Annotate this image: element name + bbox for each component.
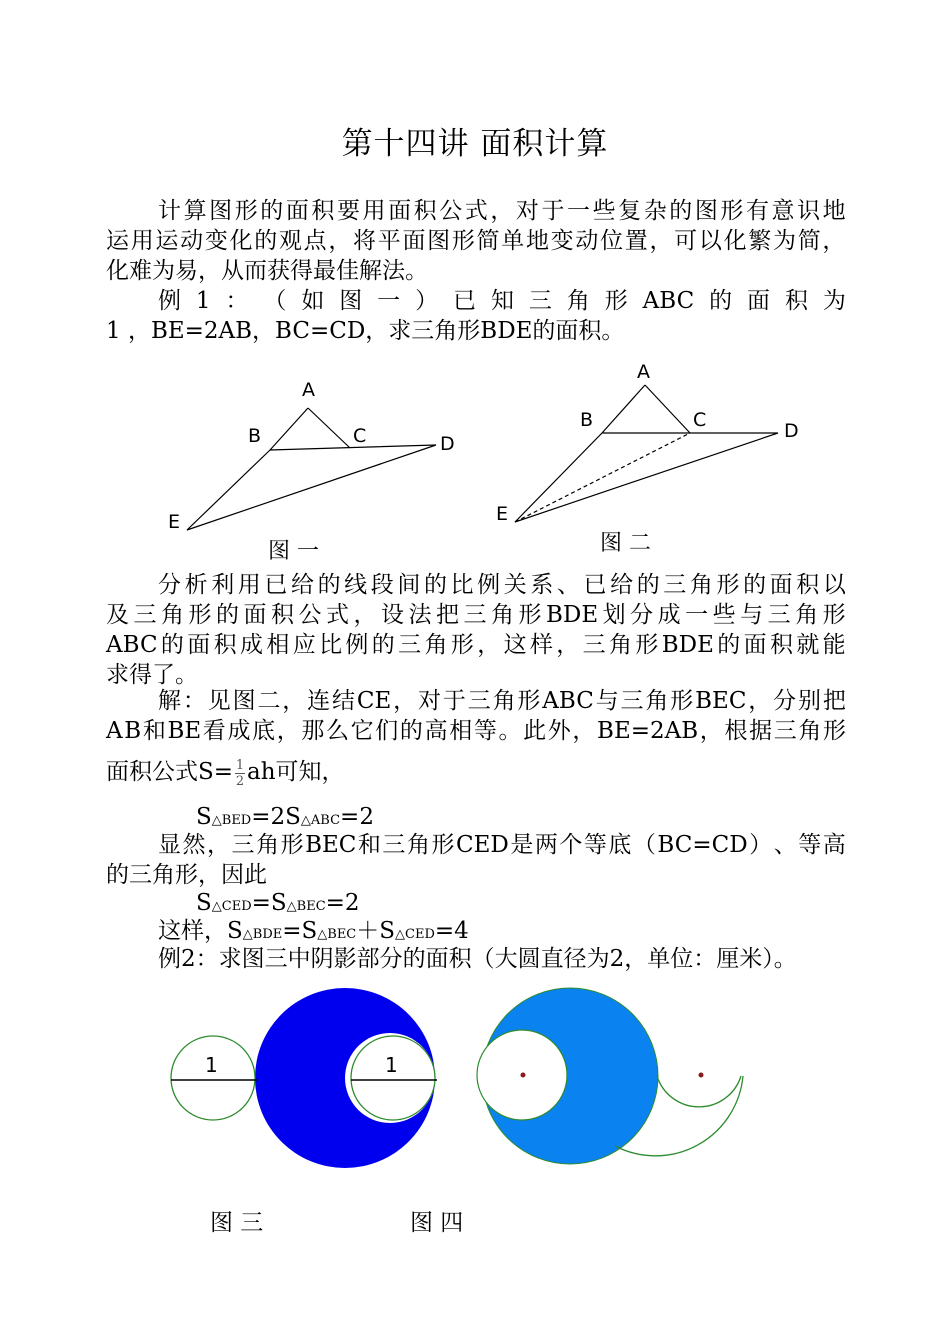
eq1-mid: =2S [251,804,301,830]
analysis-line-3: ABC 的 面 积 成 相 应 比 例 的 三 角 形 ， 这 样 ， 三 角 形 BDE 的 面 积 就 能 [106,632,846,658]
figure-1-label-c: C [353,425,367,447]
figure-3-shaded-region-lower [255,1078,435,1168]
example1-line-2: 1 ，BE=2AB，BC=CD，求三角形BDE的面积。 [106,318,625,344]
figure-4-center-dot-right [699,1073,704,1078]
example1-paragraph [106,286,846,346]
intro-line-1: 计 算 图 形 的 面 积 要 用 面 积 公 式 ， 对 于 一 些 复 杂 的 图 形 有 意 识 地 [158,198,846,224]
eq2-end: =2 [325,890,360,916]
example2-line: 例2：求图三中阴影部分的面积（大圆直径为2，单位：厘米）。 [158,946,797,972]
figure-4-circles [475,986,755,1176]
example1-word: ： [225,288,249,314]
example1-word: 例 [158,288,181,314]
solution-line-1: 解 ： 见 图 二 ， 连 结 CE ， 对 于 三 角 形 ABC 与 三 角 形 BEC ， 分 别 把 [158,688,846,714]
obvious-line-2: 的三角形，因此 [106,862,267,888]
figure-1-label-d: D [440,433,455,455]
figure-1-label-a: A [302,379,315,401]
example1-word: 角 [566,288,590,314]
figure-1-segment-ac [308,408,350,448]
analysis-line-4: 求得了。 [106,662,198,688]
eq3-sub-bde: △BDE [242,927,283,942]
solution-line-2: A B 和 BE 看 成 底 ， 那 么 它 们 的 高 相 等 。 此 外 ， BE=2AB ， 根 据 三 角 形 [106,718,846,744]
figure-1-label-b: B [248,425,262,447]
figure-1-label-e: E [168,511,181,533]
eq3-sub-bec: △BEC [317,927,357,942]
figure-2-segment-ce-dashed [515,433,690,522]
example1-word: 为 [822,288,846,314]
analysis-paragraph [106,570,846,690]
figure-4-center-dot-left [521,1073,526,1078]
intro-paragraph [106,196,846,286]
eq2-sub-bec: △BEC [286,899,326,914]
obvious-line-1: 显 然 ， 三 角 形 BEC 和 三 角 形 CED 是 两 个 等 底 （ BC=CD ） 、 等 高 [158,832,846,858]
example1-word: 积 [784,288,808,314]
eq1-sub-abc: △ABC [300,813,341,828]
example1-word: 一 [377,288,401,314]
fraction-one-half [235,758,245,789]
example1-word: 已 [453,288,477,314]
example1-word: 三 [528,288,552,314]
figure-3-small-circle-left [171,1036,255,1120]
solution-paragraph [106,686,846,746]
analysis-line-2: 及 三 角 形 的 面 积 公 式 ， 设 法 把 三 角 形 BDE 划 分 成 一 些 与 三 角 形 [106,602,846,628]
figure-4-caption: 图 四 [410,1210,464,1236]
example1-word: 的 [709,288,733,314]
example1-line-1 [106,286,846,316]
figure-3-caption: 图 三 [210,1210,264,1236]
intro-line-3: 化难为易，从而获得最佳解法。 [106,258,428,284]
figure-2-label-a: A [637,361,650,383]
intro-line-2: 运 用 运 动 变 化 的 观 点 ， 将 平 面 图 形 简 单 地 变 动 位 置 ， 可 以 化 繁 为 简 ， [106,228,846,254]
fraction-denominator: 2 [235,773,245,789]
figure-3-yinyang [165,990,455,1180]
eq1-end: =2 [340,804,374,830]
figure-2-label-b: B [580,409,594,431]
figure-3-small-circle-right [351,1036,435,1120]
figure-2-segment-ac [645,385,690,433]
example1-word: 面 [747,288,771,314]
example1-word: ABC [642,288,695,314]
figure-3-label-right: 1 [385,1053,398,1077]
figure-2-caption: 图 二 [600,531,651,556]
eq2-sub-ced: △CED [211,899,252,914]
eq3-mid1: =S [282,918,318,944]
eq2-mid: =S [251,890,287,916]
eq1-s: S [196,804,212,830]
example1-word: 1 [195,288,211,314]
eq3-end: =4 [434,918,469,944]
eq3-prefix: 这样，S [158,918,243,944]
figure-1-outline [187,408,436,530]
page-title: 第十四讲 面积计算 [341,126,609,162]
figure-2-triangle [490,350,810,550]
eq2-s: S [196,890,212,916]
example1-word: 如 [301,288,325,314]
figure-2-label-d: D [784,420,799,442]
figure-2-label-c: C [693,409,707,431]
formula-suffix: ah可知， [247,759,345,785]
formula-line [106,752,846,792]
figure-3-label-left: 1 [205,1053,218,1077]
analysis-line-1: 分 析 利 用 已 给 的 线 段 间 的 比 例 关 系 、 已 给 的 三 角 形 的 面 积 以 [158,572,846,598]
fraction-numerator: 1 [235,757,245,773]
formula-prefix: 面积公式S= [106,759,234,785]
figure-2-label-e: E [496,503,509,525]
example1-word: （ [263,288,287,314]
obvious-paragraph [106,830,846,890]
example1-word: 知 [490,288,514,314]
eq1-sub-bed: △BED [211,813,252,828]
figure-1-caption: 图 一 [268,539,319,564]
eq3-sub-ced: △CED [395,927,435,942]
example1-word: 图 [339,288,363,314]
example1-word: ） [415,288,439,314]
example1-word: 形 [604,288,628,314]
figure-4-inner-arc [657,1076,741,1107]
eq3-mid2: ＋S [356,918,396,944]
